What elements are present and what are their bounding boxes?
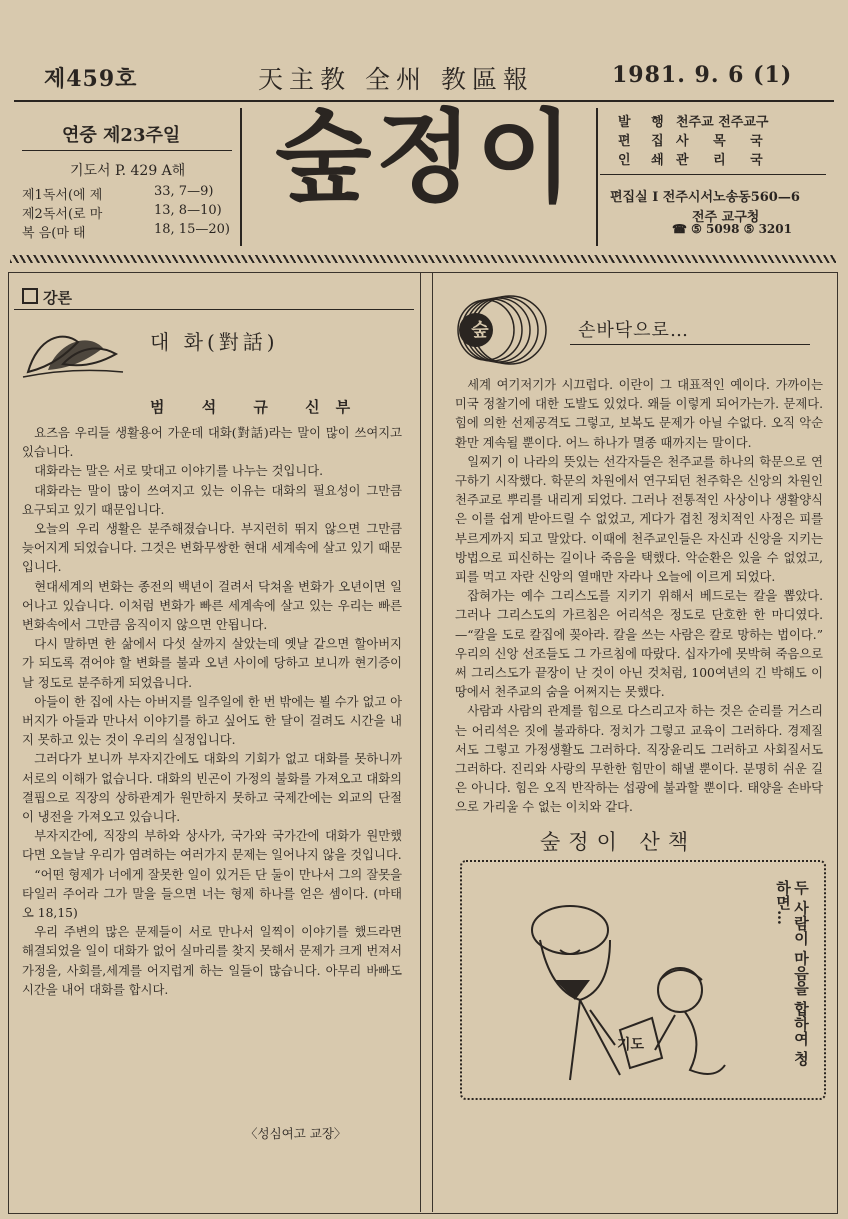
paragraph: 현대세계의 변화는 종전의 백년이 걸려서 닥쳐올 변화가 오년이면 일어나고 있습니다. 이처럼 변화가 빠른 세계속에 살고 있는 우리는 빠른 변화속에서 그만큼 움직이지 않으면 안됩니다.: [22, 579, 402, 633]
liturgy-divider: [22, 150, 232, 151]
paragraph: 일찌기 이 나라의 뜻있는 선각자들은 천주교를 하나의 학문으로 연구하기 시작했다. 학문의 차원에서 연구되던 천주학은 신앙의 차원인 천주교로 뿌리를 내리게 되었다. 그러나 전통적인 사상이나 생활양식은 이를 쉽게 받아드릴 수 없었고, 게다가 겹친 정치적인 사정은 피를 부르게까지 되고 말았다. 이때에 천주교인들은 자신과 신앙을 지키는 방법으로 피신하는 길이나 죽음을 택했다. 악순환은 있을 수 없었고, 피를 먹고 자란 신앙의 열매만 자라나 오늘에 이르게 되었다.: [455, 454, 823, 585]
reading-label: 제2독서(로 마: [22, 207, 103, 222]
paragraph: 잡혀가는 예수 그리스도를 지키기 위해서 베드로는 칼을 뽑았다. 그러나 그리스도의 가르침은 어리석은 정도로 단호한 한 마디였다. —“칼을 도로 칼집에 꽂아라. 칼을 쓰는 사람은 칼로 망하는 법이다.” 우리의 신앙 선조들도 그 가르침에 따랐다. 십자가에 못박혀 죽음으로써 그리스도가 끝장이 난 것이 아닌 것처럼, 100여년의 긴 박해도 이땅에서 천주교의 숨을 어쩌지는 못했다.: [455, 589, 823, 700]
reading-ref: 13, 8—10): [154, 203, 222, 218]
column-title: 손바닥으로…: [578, 320, 689, 341]
paragraph: 사람과 사람의 관계를 힘으로 다스리고자 하는 것은 순리를 거스리는 어리석은 짓에 불과하다. 정치가 그렇고 교육이 그러하다. 경제질서도 그렇고 가정생활도 그러하다. 직장윤리도 그러하고 사회질서도 그러하다. 진리와 사랑의 무한한 힘만이 해낼 뿐이다. 분명히 쉬운 길은 아니다. 힘은 오직 반작하는 섭광에 불과할 뿐이다. 태양을 손바닥으로 가리울 수 없는 이치와 같다.: [455, 704, 823, 815]
article-title: 대 화(對話): [150, 330, 279, 354]
editorial-city: 전주 교구청: [692, 210, 760, 225]
paragraph: 아들이 한 집에 사는 아버지를 일주일에 한 번 밖에는 뵐 수가 없고 아버지가 아들과 만나서 이야기를 하고 싶어도 한 달이 걸려도 시간을 내지 못하고 있는 것이 우리의 실정입니다.: [22, 694, 402, 748]
issue-date: 1981. 9. 6 (1): [612, 62, 793, 88]
paragraph: 다시 말하면 한 삶에서 다섯 살까지 살았는데 옛날 같으면 할아버지가 되도록 겪어야 할 변화를 불과 오년 사이에 당하고 보니까 현기증이 날 정도로 분주하게 되었읍니다.: [22, 637, 402, 690]
paragraph: 대화라는 말이 많이 쓰여지고 있는 이유는 대화의 필요성이 그만큼 요구되고 있기 때문입니다.: [22, 483, 402, 517]
section-text: 강론: [43, 289, 72, 307]
paragraph: 요즈음 우리들 생활용어 가운데 대화(對話)라는 말이 많이 쓰여지고 있습니다.: [22, 426, 402, 460]
dotted-divider: [10, 255, 836, 263]
cartoon-figures-icon: [480, 880, 760, 1090]
article-body: [22, 424, 402, 1000]
editorial-office: 편집실 I 전주시서노송동560—6: [610, 190, 800, 205]
reading-ref: 33, 7—9): [154, 184, 214, 199]
publisher-divider: [596, 108, 598, 246]
paragraph: 대화라는 말은 서로 맞대고 이야기를 나누는 것입니다.: [34, 464, 323, 479]
editorial-phone: ☎ ⑤ 5098 ⑤ 3201: [672, 222, 792, 236]
cartoon-title: 숲정이 산책: [540, 830, 697, 854]
leaves-illustration-icon: [18, 322, 128, 384]
section-rule: [14, 309, 414, 310]
checkbox-icon: [22, 288, 38, 304]
paragraph: 세계 여기저기가 시끄럽다. 이란이 그 대표적인 예이다. 가까이는 미국 정찰기에 대한 도발도 있었다. 왜들 이렇게 되어가는가. 문제다. 힘에 의한 선제공격도 그렇고, 보복도 문제가 아닐 수없다. 오직 악순환만 계속될 뿐이다. 어느 하나가 멸종 때까지는 말이다.: [455, 378, 823, 450]
paragraph: 그러다가 보니까 부자지간에도 대화의 기회가 없고 대화를 못하니까 서로의 이해가 없습니다. 대화의 빈곤이 가정의 불화를 가져오고 대화의 결핍으로 직장의 상하관계가 원만하지 못하고 국제간에는 외교의 단절이 냉전을 가져오고 있습니다.: [22, 752, 402, 825]
publisher-value: 관 리 국: [676, 153, 773, 168]
reading-label: 제1독서(에 제: [22, 188, 103, 203]
publisher-value: 사 목 국: [676, 134, 773, 149]
sunday-title: 연중 제23주일: [62, 125, 181, 146]
paper-title: 天主教 全州 教區報: [258, 65, 534, 94]
publisher-value: 천주교 전주교구: [676, 115, 769, 130]
article-signature: 〈성심여고 교장〉: [245, 1126, 347, 1141]
masthead-logo: 숲정이: [275, 99, 577, 216]
logo-char: 숲: [471, 320, 489, 341]
column-divider: [420, 272, 421, 1212]
paragraph: 우리 주변의 많은 문제들이 서로 만나서 일찍이 이야기를 했드라면 해결되었을 일이 대화가 없어 실마리를 찾지 못해서 문제가 크게 번져서 가정을, 사회를,세계를 어지럽게 하는 일들이 많습니다. 아무리 바빠도 시간을 내어 대화를 합시다.: [22, 925, 402, 997]
article-author: 범 석 규 신부: [150, 398, 367, 416]
reading-ref: 18, 15—20): [154, 222, 230, 237]
issue-number: 제459호: [44, 66, 138, 92]
prayer-book-ref: 기도서 P. 429 A해: [70, 163, 186, 179]
publisher-key: 편 집: [618, 134, 672, 149]
cartoon-sign-text: 기도: [617, 1037, 645, 1053]
reading-label: 복 음(마 태: [22, 226, 86, 241]
paragraph: 오늘의 우리 생활은 분주해졌습니다. 부지런히 뛰지 않으면 그만큼 늦어지게 되었습니다. 그것은 변화무쌍한 현대 세계속에 살고 있기 때문입니다.: [22, 522, 402, 575]
title-rule: [570, 344, 810, 345]
publisher-rule: [600, 174, 826, 175]
section-label: [22, 287, 72, 308]
column-body: [455, 376, 823, 818]
column-divider: [432, 272, 433, 1212]
publisher-key: 발 행: [618, 115, 672, 130]
paragraph: 부자지간에, 직장의 부하와 상사가, 국가와 국가간에 대화가 원만했다면 오늘날 우리가 염려하는 여러가지 문제는 일어나지 않을 것입니다.: [22, 829, 402, 863]
cartoon-caption: 두 사람이 마음을 합하여 청하면…: [774, 880, 810, 1066]
paragraph: “어떤 형제가 너에게 잘못한 일이 있거든 단 둘이 만나서 그의 잘못을 타일러 주어라 그가 말을 들으면 너는 형제 하나를 얻은 셈이다. (마태오 18,15): [22, 867, 402, 921]
publisher-key: 인 쇄: [618, 153, 672, 168]
